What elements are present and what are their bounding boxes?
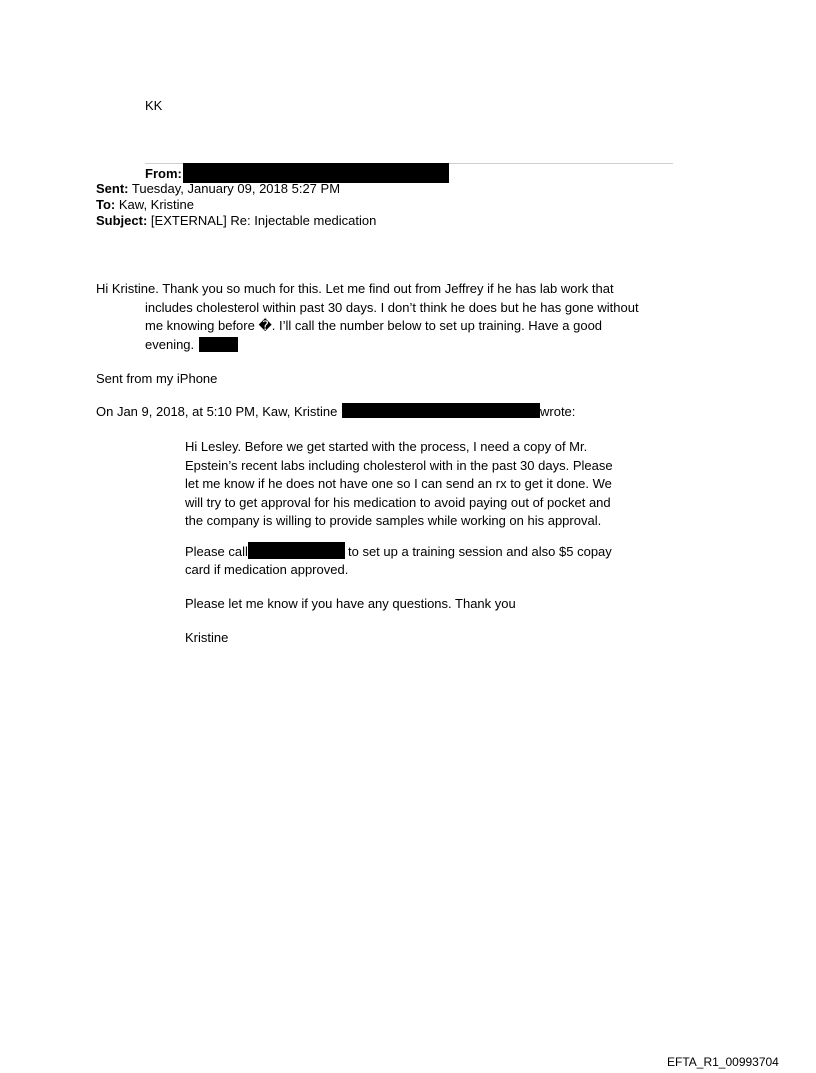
- quoted-paragraph-1: [185, 438, 613, 531]
- quoted-para2-prefix: Please call: [185, 544, 248, 559]
- redaction-from: [183, 163, 449, 183]
- quote-header-suffix: wrote:: [540, 404, 576, 419]
- from-label: From:: [145, 166, 182, 181]
- signature-initials: KK: [145, 98, 163, 113]
- to-label: To:: [96, 197, 116, 212]
- quoted-paragraph-3: Please let me know if you have any questions. Thank you: [185, 596, 516, 611]
- quoted-line: Hi Lesley. Before we get started with the process, I need a copy of Mr.: [185, 439, 588, 454]
- from-row: [145, 166, 182, 182]
- quoted-para2-suffix: to set up a training session and also $5 copay: [348, 544, 612, 559]
- quoted-line: the company is willing to provide samples while working on his approval.: [185, 513, 602, 528]
- reply-line: includes cholesterol within past 30 days. I don’t think he does but he has gone without: [145, 299, 639, 315]
- to-value: Kaw, Kristine: [118, 197, 195, 212]
- sent-label: Sent:: [96, 181, 129, 196]
- redaction-name: [199, 337, 238, 352]
- quoted-signoff: Kristine: [185, 630, 229, 645]
- document-id: EFTA_R1_00993704: [667, 1055, 779, 1069]
- quoted-line: let me know if he does not have one so I can send an rx to get it done. We: [185, 476, 612, 491]
- reply-line-last: [96, 336, 639, 355]
- quote-header-prefix: On Jan 9, 2018, at 5:10 PM, Kaw, Kristine: [96, 404, 338, 419]
- reply-line: me knowing before �. I’ll call the number below to set up training. Have a good: [145, 318, 603, 333]
- redaction-phone: [248, 542, 345, 559]
- subject-row: [96, 213, 376, 229]
- subject-label: Subject:: [96, 213, 148, 228]
- reply-body: [96, 280, 639, 354]
- quoted-para2-line2: card if medication approved.: [185, 562, 349, 577]
- reply-line: Hi Kristine. Thank you so much for this. Let me find out from Jeffrey if he has lab work that: [96, 281, 614, 296]
- reply-line: evening.: [145, 336, 195, 352]
- quoted-line: will try to get approval for his medication to avoid paying out of pocket and: [185, 494, 611, 510]
- redaction-email: [342, 403, 540, 418]
- sent-row: [96, 181, 340, 197]
- subject-value: [EXTERNAL] Re: Injectable medication: [150, 213, 377, 228]
- sent-value: Tuesday, January 09, 2018 5:27 PM: [131, 181, 341, 196]
- sent-from-device: Sent from my iPhone: [96, 371, 218, 386]
- to-row: [96, 197, 194, 213]
- quoted-line: Epstein’s recent labs including cholesterol with in the past 30 days. Please: [185, 457, 613, 473]
